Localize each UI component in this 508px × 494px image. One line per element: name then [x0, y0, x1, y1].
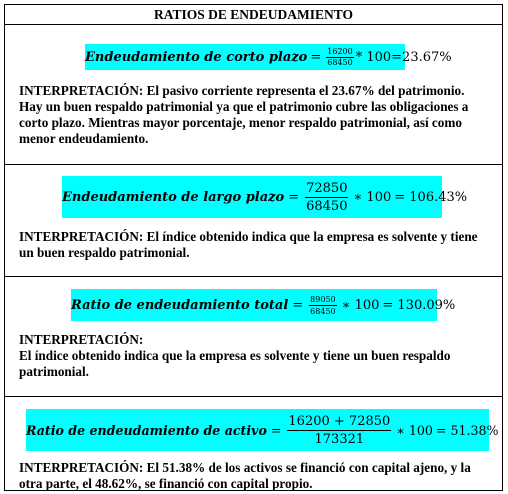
table-title: RATIOS DE ENDEUDAMIENTO	[5, 5, 502, 25]
formula-label: Endeudamiento de corto plazo	[85, 49, 308, 65]
formula-equals: =	[310, 49, 322, 65]
section-total-debt	[5, 277, 502, 397]
section-long-term-debt	[5, 165, 502, 277]
formula-label: Ratio de endeudamiento de activo	[26, 422, 267, 438]
formula-denominator: 173321	[314, 431, 365, 447]
formula-short-term-debt	[85, 44, 452, 70]
interpretation-text: El índice obtenido indica que la empresa es solvente y tiene un buen respaldo patrimonial.	[19, 348, 451, 379]
formula-numerator: 72850	[306, 180, 348, 196]
interpretation-text: INTERPRETACIÓN: El 51.38% de los activos se financió con capital ajeno, y la otra parte, el 48.62%, se financió con capital propio.	[19, 460, 471, 491]
section-asset-debt	[5, 397, 502, 492]
formula-fraction	[309, 294, 336, 317]
formula-equals: =	[288, 189, 300, 205]
formula-label: Endeudamiento de largo plazo	[62, 189, 285, 205]
formula-fraction	[305, 180, 348, 215]
ratios-table	[4, 4, 503, 491]
formula-operator: ∗ 100	[353, 189, 392, 205]
formula-equals: =	[292, 297, 304, 313]
formula-fraction	[287, 413, 391, 448]
formula-equals: =	[270, 422, 282, 438]
formula-operator: ∗ 100	[396, 422, 433, 438]
formula-total-debt	[71, 289, 456, 321]
formula-denominator: 68450	[327, 57, 353, 67]
section-short-term-debt	[5, 25, 502, 165]
formula-long-term-debt	[62, 176, 468, 218]
formula-numerator: 16200 + 72850	[288, 413, 391, 429]
formula-result: = 130.09%	[382, 297, 456, 313]
formula-denominator: 68450	[310, 306, 336, 316]
formula-result: =23.67%	[391, 49, 452, 65]
formula-numerator: 89050	[310, 294, 336, 304]
formula-operator: ∗ 100	[341, 297, 380, 313]
formula-fraction	[326, 47, 353, 68]
formula-result: = 106.43%	[394, 189, 468, 205]
formula-label: Ratio de endeudamiento total	[71, 297, 289, 313]
interpretation-text: INTERPRETACIÓN: El pasivo corriente representa el 23.67% del patrimonio. Hay un buen respaldo patrimonial ya que el patrimonio cubre las obligaciones a corto plazo. Mientras mayor porcentaje, menor respaldo patrimonial, así como menor endeudamiento.	[19, 83, 469, 146]
interpretation-heading: INTERPRETACIÓN:	[19, 332, 144, 347]
interpretation-text: INTERPRETACIÓN: El índice obtenido indica que la empresa es solvente y tiene un buen respaldo patrimonial.	[19, 229, 478, 260]
formula-numerator: 16200	[327, 46, 353, 56]
formula-operator: * 100	[355, 49, 392, 65]
formula-result: = 51.38%	[435, 422, 499, 438]
formula-asset-debt	[26, 409, 499, 451]
formula-denominator: 68450	[306, 198, 348, 214]
